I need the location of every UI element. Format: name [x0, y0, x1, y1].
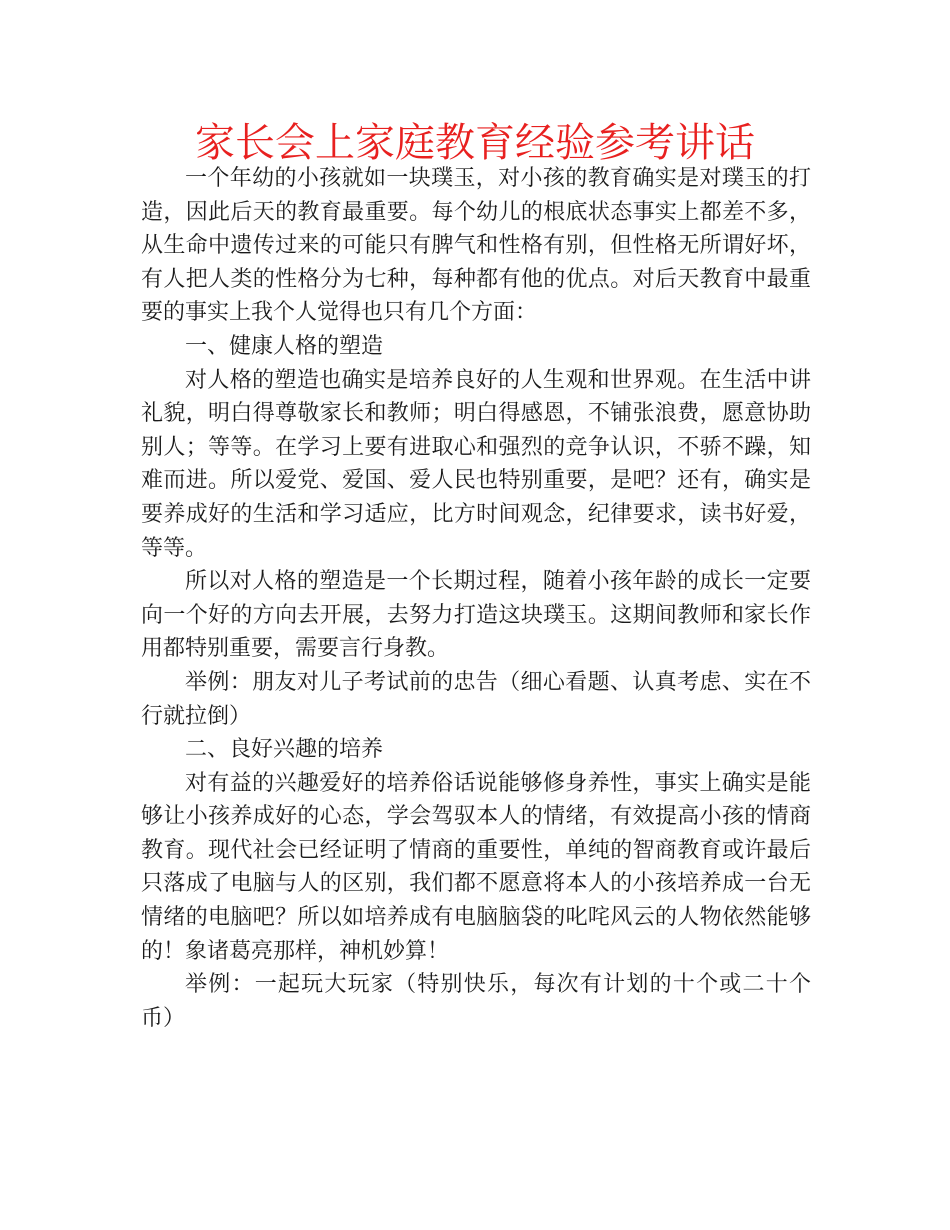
paragraph-interest: 对有益的兴趣爱好的培养俗话说能够修身养性，事实上确实是能够让小孩养成好的心态，学会驾驭本人的情绪，有效提高小孩的情商教育。现代社会已经证明了情商的重要性，单纯的智商教育或许最后只落成了电脑与人的区别，我们都不愿意将本人的小孩培养成一台无情绪的电脑吧？所以如培养成有电脑脑袋的叱咤风云的人物依然能够的！象诸葛亮那样，神机妙算！: [141, 770, 811, 964]
document-body: [141, 162, 811, 1035]
paragraph-personality-process: 所以对人格的塑造是一个长期过程，随着小孩年龄的成长一定要向一个好的方向去开展，去努力打造这块璞玉。这期间教师和家长作用都特别重要，需要言行身教。: [141, 569, 811, 662]
document-title: 家长会上家庭教育经验参考讲话: [195, 120, 755, 166]
paragraph-example-1: 举例：朋友对儿子考试前的忠告（细心看题、认真考虑、实在不行就拉倒）: [141, 669, 811, 729]
paragraph-example-2: 举例：一起玩大玩家（特别快乐，每次有计划的十个或二十个币）: [141, 972, 811, 1031]
section-heading-2: 二、良好兴趣的培养: [185, 737, 384, 763]
paragraph-intro: 一个年幼的小孩就如一块璞玉，对小孩的教育确实是对璞玉的打造，因此后天的教育最重要。每个幼儿的根底状态事实上都差不多，从生命中遗传过来的可能只有脾气和性格有别，但性格无所谓好坏，有人把人类的性格分为七种，每种都有他的优点。对后天教育中最重要的事实上我个人觉得也只有几个方面：: [141, 166, 811, 326]
section-heading-1: 一、健康人格的塑造: [185, 333, 384, 359]
paragraph-personality: 对人格的塑造也确实是培养良好的人生观和世界观。在生活中讲礼貌，明白得尊敬家长和教师；明白得感恩，不铺张浪费，愿意协助别人；等等。在学习上要有进取心和强烈的竞争认识，不骄不躁，知难而进。所以爱党、爱国、爱人民也特别重要，是吧？还有，确实是要养成好的生活和学习适应，比方时间观念，纪律要求，读书好爱，等等。: [141, 367, 811, 561]
